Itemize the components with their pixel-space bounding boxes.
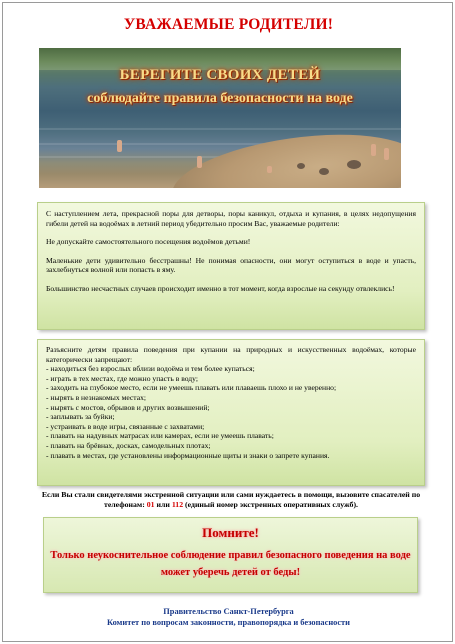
photo-person — [197, 156, 202, 168]
emergency-contact — [37, 490, 425, 510]
photo-rock — [319, 168, 329, 175]
page-title: УВАЖАЕМЫЕ РОДИТЕЛИ! — [123, 16, 334, 33]
photo-person — [117, 140, 122, 152]
photo-rock — [347, 160, 361, 169]
rule-item: - плавать на надувных матрасах или камерах, если не умеешь плавать; — [46, 431, 274, 441]
footer-committee: Комитет по вопросам законности, правопорядка и безопасности — [107, 618, 350, 627]
rule-item: - заплывать за буйки; — [46, 412, 115, 422]
intro-warning: Не допускайте самостоятельного посещения водоёмов детьми! — [46, 237, 251, 247]
photo-rock — [297, 163, 305, 169]
rule-item: - играть в тех местах, где можно упасть в воду; — [46, 373, 198, 383]
rules-box — [37, 339, 425, 486]
contact-note: (единый номер экстренных оперативных служб). — [183, 500, 358, 509]
footer — [3, 606, 454, 628]
rule-item: - устраивать в воде игры, связанные с захватами; — [46, 421, 205, 431]
intro-box — [37, 202, 425, 330]
rules-intro: Разъясните детям правила поведения при купании на природных и искусственных водоёмах, которые категорически запрещают: — [46, 345, 416, 364]
photo-person — [371, 144, 376, 156]
contact-text: Если Вы стали свидетелями экстренной ситуации или сами нуждаетесь в помощи, вызовите спасателей по телефонам: — [41, 490, 421, 509]
banner-photo — [39, 48, 401, 188]
rule-item: - плавать на брёвнах, досках, самодельных плотах; — [46, 440, 211, 450]
rule-item: - нырять в незнакомых местах; — [46, 392, 146, 402]
photo-person — [384, 148, 389, 160]
photo-shore — [167, 121, 401, 188]
intro-paragraph: Большинство несчастных случаев происходит именно в тот момент, когда взрослые на секунду отвлеклись! — [46, 283, 395, 293]
photo-ripple — [39, 128, 401, 130]
poster-page — [2, 2, 453, 642]
contact-or: или — [154, 500, 172, 509]
photo-person — [267, 166, 272, 173]
rule-item: - плавать в местах, где установлены информационные щиты и знаки о запрете купания. — [46, 450, 330, 460]
banner-heading: БЕРЕГИТЕ СВОИХ ДЕТЕЙ — [119, 67, 321, 83]
rule-item: - нырять с мостов, обрывов и других возвышений; — [46, 402, 210, 412]
rule-item: - находиться без взрослых вблизи водоёма и тем более купаться; — [46, 364, 255, 374]
phone-number-112: 112 — [171, 500, 184, 509]
remember-box — [43, 517, 418, 593]
remember-text: Только неукоснительное соблюдение правил безопасного поведения на воде может уберечь детей от беды! — [50, 550, 411, 578]
phone-number-01: 01 — [146, 500, 155, 509]
rules-list — [46, 364, 416, 460]
footer-government: Правительство Санкт-Петербурга — [163, 607, 294, 616]
intro-paragraph: Маленькие дети удивительно бесстрашны! Не понимая опасности, они могут оступиться в воде и упасть, захлебнуться волной или попасть в яму. — [46, 255, 416, 275]
rule-item: - заходить на глубокое место, если не умеешь плавать или плаваешь плохо и не уверенно; — [46, 383, 337, 393]
remember-heading: Помните! — [202, 525, 259, 540]
banner-subheading: соблюдайте правила безопасности на воде — [87, 91, 353, 106]
intro-paragraph: С наступлением лета, прекрасной поры для детворы, поры каникул, отдыха и купания, в целях недопущения гибели детей на водоёмах в летний период убедительно просим Вас, уважаемые родители: — [46, 209, 416, 228]
